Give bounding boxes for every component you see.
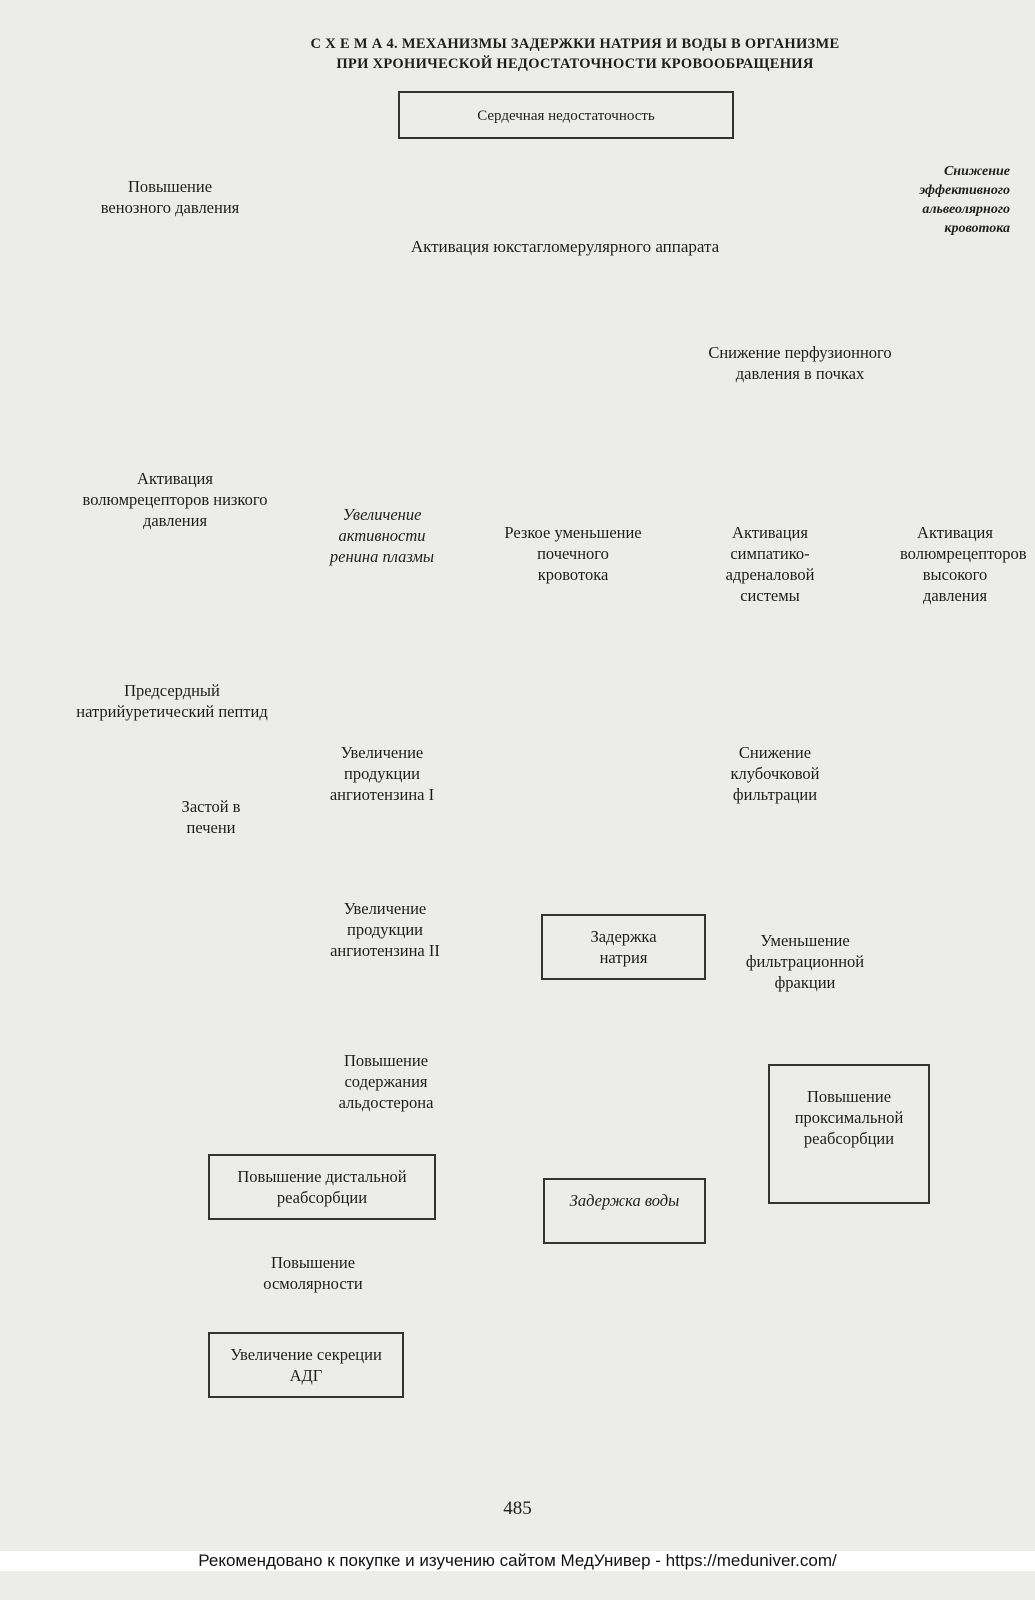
node-heart-failure: Сердечная недостаточность <box>398 91 734 139</box>
renin-activity-text: Увеличение активности ренина плазмы <box>329 505 435 566</box>
node-anp: Предсердный натрийуретический пептид <box>76 681 268 721</box>
node-venous-pressure: Повышение венозного давления <box>100 177 240 217</box>
node-angiotensin-2: Увеличение продукции ангиотензина II <box>330 899 440 960</box>
node-renin-activity <box>322 504 442 567</box>
node-high-pressure-receptors: Активация волюмрецепторов высокого давления <box>900 523 1027 605</box>
node-sympatho-adrenal: Активация симпатико-адреналовой системы <box>725 523 815 605</box>
node-alveolar-flow: Снижение эффективного альвеолярного кровотока <box>919 164 1010 236</box>
node-osmolarity: Повышение осмолярности <box>263 1253 363 1293</box>
node-juxtaglomerular: Активация юкстагломерулярного аппарата <box>410 237 720 256</box>
distal-reabsorption-text: Повышение дистальной реабсорбции <box>237 1167 407 1207</box>
diagram-title-line-1: С Х Е М А 4. МЕХАНИЗМЫ ЗАДЕРЖКИ НАТРИЯ И ВОДЫ В ОРГАНИЗМЕ <box>310 36 840 52</box>
node-renal-blood-flow: Резкое уменьшение почечного кровотока <box>504 523 642 584</box>
node-angiotensin-1: Увеличение продукции ангиотензина I <box>329 743 435 804</box>
node-filtration-fraction: Уменьшение фильтрационной фракции <box>745 931 865 992</box>
diagram-title-line-2: ПРИ ХРОНИЧЕСКОЙ НЕДОСТАТОЧНОСТИ КРОВООБРАЩЕНИЯ <box>336 56 814 72</box>
page-number: 485 <box>503 1498 532 1519</box>
node-sodium-retention: Задержка натрия <box>541 914 706 980</box>
node-adh-secretion: Увеличение секреции АДГ <box>208 1332 404 1398</box>
node-proximal-reabsorption: Повышение проксимальной реабсорбции <box>768 1064 930 1204</box>
node-water-retention: Задержка воды <box>543 1178 706 1244</box>
node-distal-reabsorption <box>208 1154 436 1220</box>
node-aldosterone: Повышение содержания альдостерона <box>338 1051 434 1112</box>
node-liver-congestion: Застой в печени <box>181 797 241 837</box>
footer-recommendation: Рекомендовано к покупке и изучению сайтом МедУнивер - https://meduniver.com/ <box>0 1551 1035 1571</box>
node-renal-perfusion: Снижение перфузионного давления в почках <box>708 343 892 383</box>
node-gfr-decrease: Снижение клубочковой фильтрации <box>730 743 820 804</box>
node-low-pressure-receptors: Активация волюмрецепторов низкого давления <box>82 469 268 530</box>
